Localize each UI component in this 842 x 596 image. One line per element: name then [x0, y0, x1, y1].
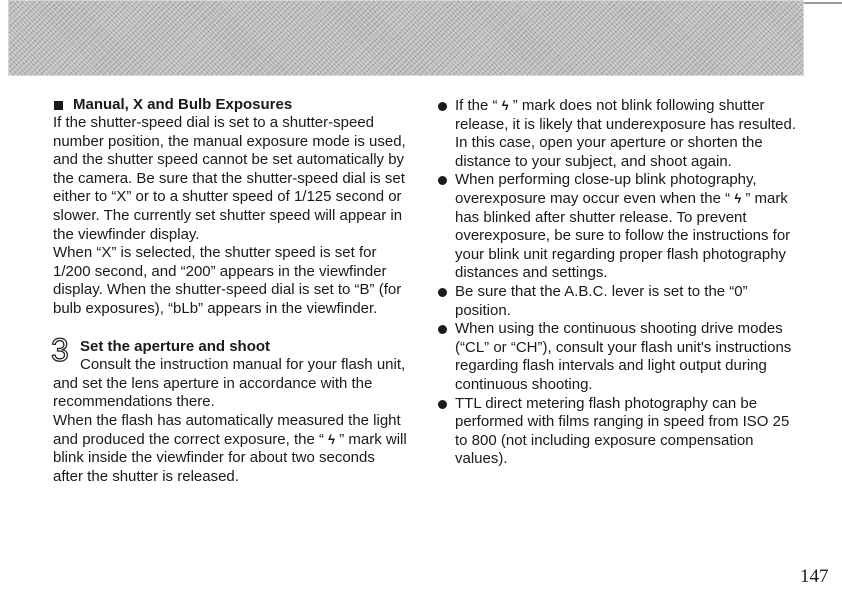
step-number: 3: [51, 331, 69, 368]
bullet-dot-icon: [438, 400, 447, 409]
list-item-text: Be sure that the A.B.C. lever is set to the “0” position.: [455, 282, 748, 319]
list-item-text-before: If the “: [455, 97, 498, 114]
flash-icon: ϟ: [501, 98, 509, 113]
bullet-dot-icon: [438, 102, 447, 111]
right-column: [438, 97, 798, 469]
step-3: [51, 331, 409, 487]
step-text-consult: [53, 356, 409, 412]
list-item: [438, 395, 798, 469]
paragraph-x-and-bulb: When “X” is selected, the shutter speed is set for 1/200 second, and “200” appears in the viewfinder display. When the shutter-speed dial is set to “B” (for bulb exposures), “bLb” appears in the viewfinder.: [53, 244, 402, 317]
header-divider: [804, 2, 842, 4]
list-item-text-before: When performing close-up blink photography, overexposure may occur even when the “: [455, 171, 757, 207]
bullet-dot-icon: [438, 325, 447, 334]
list-item: [438, 320, 798, 394]
list-item: [438, 283, 798, 320]
flash-icon: ϟ: [734, 190, 742, 206]
list-item: [438, 97, 798, 171]
left-column: [53, 96, 409, 486]
step-title: Set the aperture and shoot: [80, 337, 271, 355]
section-heading: [53, 96, 409, 114]
step-text-flash-ready-before: When the flash has automatically measured the light and produced the correct exposure, the “: [53, 411, 401, 448]
notes-list: [438, 97, 798, 469]
list-item-text: TTL direct metering flash photography can be performed with films ranging in speed from ISO 25 to 800 (not including exposure compensation values).: [455, 394, 790, 468]
page-number: 147: [800, 566, 829, 587]
header-band: [8, 0, 804, 76]
step-text-flash-ready-after: ” mark will blink inside the viewfinder for about two seconds after the shutter is released.: [53, 430, 407, 485]
list-item: [438, 171, 798, 283]
paragraph-manual-exposure: If the shutter-speed dial is set to a shutter-speed number position, the manual exposure mode is used, and the shutter speed cannot be set automatically by the camera. Be sure that the shutter-speed dial is set either to “X” or to a shutter speed of 1/125 second or slower. The currently set shutter speed will appear in the viewfinder display.: [53, 114, 406, 243]
list-item-text-after: ” mark has blinked after shutter release. To prevent overexposure, be sure to follow the instructions for your blink unit regarding proper flash photography distances and settings.: [455, 189, 791, 282]
bullet-dot-icon: [438, 176, 447, 185]
section-heading-text: Manual, X and Bulb Exposures: [73, 96, 293, 113]
bullet-dot-icon: [438, 288, 447, 297]
step-text-flash-ready: [53, 412, 409, 486]
square-bullet-icon: [54, 101, 63, 110]
list-item-text: When using the continuous shooting drive modes (“CL” or “CH”), consult your flash unit's instructions regarding flash intervals and light output during continuous shooting.: [455, 320, 792, 393]
step-text-consult-body: Consult the instruction manual for your flash unit, and set the lens aperture in accordance with the recommendations there.: [53, 356, 406, 411]
flash-icon: ϟ: [328, 431, 336, 447]
list-item-text-after: ” mark does not blink following shutter release, it is likely that underexposure has resulted. In this case, open your aperture or shorten the distance to your subject, and shoot again.: [455, 97, 797, 170]
